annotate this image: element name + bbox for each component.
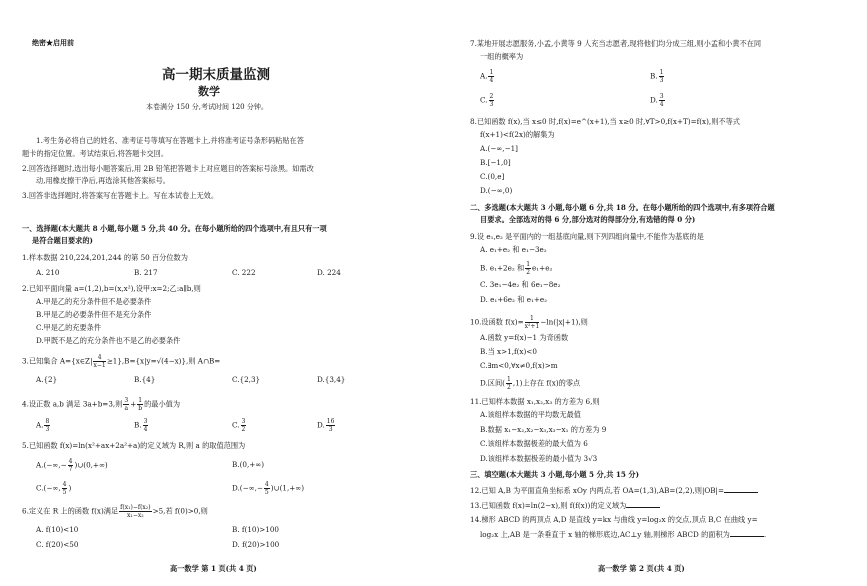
question-text: . [763,530,767,539]
fraction [241,418,247,433]
question-text: + [130,399,137,409]
denominator: 3 [45,426,50,433]
exam-subject: 数学 [198,85,220,98]
option-b: B.[−1,0] [480,158,511,167]
question-text: 10.设函数 f(x)= [470,317,524,327]
question-7: 7.某地开展志愿服务,小孟,小黄等 9 人充当志愿者,现将他们均分成三组,则小孟和小黄不在同 [470,39,762,48]
option-text: D.区间( [480,378,505,388]
denominator: 2 [526,269,531,276]
question-9: 9.设 e₁,e₂ 是平面内的一组基底向量,则下列四组向量中,不能作为基底的是 [470,232,704,241]
option-d [317,418,336,433]
option-a: A.(−∞,−1] [480,144,518,153]
instruction-line: 动,用橡皮擦干净后,再选涂其他答案标号。 [36,176,170,185]
numerator: 8 [45,418,50,425]
option-letter: B. [650,71,658,81]
option-text: ) [68,483,72,493]
denominator: b [138,405,143,412]
option-text: B. e₁+2e₂ 和 [480,263,525,273]
fraction [489,93,495,108]
option-a: A.该组样本数据的平均数无最值 [480,410,581,419]
question-text: ≥1},B={x|y=√(4−x)},则 A∩B= [106,356,221,366]
section-1-heading: 一、选择题(本大题共 8 小题,每小题 5 分,共 40 分。在每小题所给的四个选项中,有且只有一项 [22,224,327,233]
option-b: B.(0,+∞) [232,460,265,469]
answer-blank [626,500,660,508]
fraction [119,504,151,519]
denominator: 7 [68,466,73,473]
numerator: 4 [264,481,269,488]
option-a: A.函数 y=f(x)−1 为奇函数 [480,333,569,342]
exam-note: 本卷满分 150 分,考试时间 120 分钟。 [146,103,268,111]
question-1: 1.样本数据 210,224,201,244 的第 50 百分位数为 [22,253,188,262]
question-text: 12.已知 A,B 为平面直角坐标系 xOy 内两点,若 OA=(1,3),AB=(2,2),则|OB|= [470,486,725,495]
instruction-line: 2.回答选择题时,选出每小题答案后,用 2B 铅笔把答题卡上对应题目的答案标号涂黑。如需改 [22,164,314,173]
option-b: B.{4} [134,375,156,384]
option-c: C.该组样本数据极差的最大值为 6 [480,439,588,448]
option-d [480,376,580,391]
option-d: D.(−∞,0) [480,186,513,195]
option-b: B. f(10)>100 [232,525,280,534]
fraction [659,69,665,84]
option-d: D. e₁+6e₂ 和 e₁+e₂ [480,295,547,304]
option-b [480,261,552,276]
option-text: C.(−∞, [36,483,61,493]
numerator: 1 [138,397,143,404]
question-text: 4.设正数 a,b 满足 3a+b=3,则 [22,399,123,409]
question-3: 3.已知集合 A={x∈Z| $\frac{4}{x-1}$ ≥1},B={x|y=√(4−x)},则 A∩B= [22,354,221,369]
answer-blank [724,485,758,493]
option-d: D. f(20)>100 [232,540,280,549]
question-text: 13.已知函数 f(x)=ln(2−x),则 f(f(x))的定义域为 [470,501,627,510]
option-text: ,1)上存在 f(x)的零点 [512,378,581,388]
numerator: 3 [241,418,246,425]
denominator: 3 [328,426,333,433]
denominator: 5 [264,489,269,496]
option-a: A. 210 [36,268,60,277]
fraction [143,418,149,433]
option-d [232,481,304,496]
option-text: D.(−∞,− [232,483,263,493]
option-c: C.(0,e] [480,172,505,181]
numerator: f(x₁)−f(x₂) [120,504,151,511]
option-text: )∪(0,+∞) [74,460,108,470]
question-text: −ln(|x|+1),则 [540,317,588,327]
option-a: A.{2} [36,375,58,384]
numerator: 3 [124,397,129,404]
question-10 [470,315,588,330]
option-text: )∪(1,+∞) [270,483,305,493]
question-13 [470,500,660,510]
denominator: x−1 [93,362,106,369]
option-a: A.甲是乙的充分条件但不是必要条件 [36,297,152,306]
question-8: f(x+1)<f(2x)的解集为 [480,130,555,139]
question-text: 6.定义在 R 上的函数 f(x)满足 [22,506,119,516]
option-letter: D. [650,95,658,105]
section-2-heading: 二、多选题(本大题共 3 小题,每小题 6 分,共 18 分。在每小题所给的四个选项中,有多项符合题 [470,203,775,212]
denominator: x²+1 [524,323,540,330]
section-2-heading: 目要求。全部选对的得 6 分,部分选对的得部分分,有选错的得 0 分) [480,215,696,224]
question-6 [22,504,208,519]
question-4 [22,397,180,412]
confidential-mark: 绝密★启用前 [32,38,74,47]
fraction [525,261,531,276]
option-a [36,418,51,433]
option-c: C.{2,3} [232,375,261,384]
option-c: C. 3e₁−4e₂ 和 6e₁−8e₂ [480,280,561,289]
option-b [650,69,665,84]
option-b: B.当 x>1,f(x)<0 [480,347,537,356]
option-letter: B. [134,420,142,430]
instruction-line: 题卡的指定位置。考试结束后,将答题卡交回。 [22,149,169,158]
option-a: A. f(10)<10 [36,525,79,534]
page-footer: 高一数学 第 1 页(共 4 页) [170,564,257,573]
numerator: 4 [62,481,67,488]
fraction [506,376,512,391]
denominator: 4 [659,101,664,108]
question-14 [480,529,766,539]
question-14: 14.梯形 ABCD 的两顶点 A,D 是直线 y=kx 与曲线 y=log₂x 的交点,顶点 B,C 在曲线 y= [470,515,758,524]
option-c: C. 222 [232,268,256,277]
numerator: 4 [68,458,73,465]
option-letter: C. [480,95,488,105]
option-b [134,418,149,433]
numerator: 1 [659,69,664,76]
option-c [480,93,495,108]
fraction [264,481,270,496]
instruction-line: 1.考生务必将自己的姓名、准考证号等填写在答题卡上,并将准考证号条形码粘贴在答 [36,136,304,145]
numerator: 1 [506,376,511,383]
option-b: B. 217 [134,268,158,277]
denominator: 2 [506,384,511,391]
denominator: 3 [659,77,664,84]
option-d: D.甲既不是乙的充分条件也不是乙的必要条件 [36,336,181,345]
option-c: C. f(20)<50 [36,540,79,549]
option-c [36,481,71,496]
question-text: x∈Z [75,356,91,366]
fraction [68,458,74,473]
option-b: B.数据 x₁−x₂,x₂−x₃,x₃−x₁ 的方差为 9 [480,425,607,434]
section-3-heading: 三、填空题(本大题共 3 小题,每小题 5 分,共 15 分) [470,470,640,479]
option-a: A. e₁+e₂ 和 e₁−3e₂ [480,245,547,254]
instruction-line: 3.回答非选择题时,将答案写在答题卡上。写在本试卷上无效。 [22,191,219,200]
denominator: 2 [241,426,246,433]
question-text: 的最小值为 [144,399,181,409]
denominator: 4 [143,426,148,433]
denominator: x₁−x₂ [127,512,144,519]
option-text: e₁+e₂ [532,263,553,273]
denominator: 3 [489,101,494,108]
question-2: 2.已知平面向量 a=(1,2),b=(x,x²),设甲:x=2;乙:a∥b,则 [22,284,201,293]
option-d: D.该组样本数据极差的最小值为 3√3 [480,454,598,463]
option-letter: A. [36,420,44,430]
option-c: C.∃m<0,∀x≠0,f(x)>m [480,361,558,370]
exam-title: 高一期末质量监测 [162,67,270,83]
question-11: 11.已知样本数据 x₁,x₂,x₃ 的方差为 6,则 [470,397,600,406]
question-8: 8.已知函数 f(x),当 x≤0 时,f(x)=e^(x+1),当 x≥0 时,∀T>0,f(x+T)=f(x),则不等式 [470,117,740,126]
option-c: C.甲是乙的充要条件 [36,323,102,332]
option-d: D.{3,4} [317,375,346,384]
option-letter: C. [232,420,240,430]
section-1-heading: 是符合题目要求的) [32,236,93,245]
option-c [232,418,247,433]
denominator: 4 [489,77,494,84]
numerator: 16 [326,418,335,425]
option-letter: A. [480,71,488,81]
option-a [36,458,108,473]
page-footer: 高一数学 第 2 页(共 4 页) [598,564,685,573]
numerator: 3 [659,93,664,100]
fraction [93,354,105,369]
fraction [123,397,129,412]
numerator: 3 [143,418,148,425]
option-b: B.甲是乙的必要条件但不是充分条件 [36,310,152,319]
fraction [44,418,50,433]
question-5: 5.已知函数 f(x)=ln(x²+ax+2a²+a)的定义域为 R,则 a 的取值范围为 [22,441,246,450]
numerator: 1 [489,69,494,76]
question-7: 一组的概率为 [480,52,524,61]
denominator: 5 [62,489,67,496]
option-d: D. 224 [317,268,341,277]
fraction [326,418,336,433]
fraction [525,315,540,330]
fraction [137,397,143,412]
question-text: log₂x 上,AB 是一条垂直于 x 轴的梯形底边,AC⊥y 轴,则梯形 ABCD 的面积为 [480,530,730,539]
option-a [480,69,495,84]
option-letter: D. [317,420,325,430]
numerator: 1 [525,315,540,323]
option-text: A.(−∞,− [36,460,67,470]
numerator: 4 [93,354,105,362]
question-text: >5,若 f(0)>0,则 [152,506,208,516]
numerator: 2 [489,93,494,100]
answer-blank [730,529,767,539]
question-text: 3.已知集合 A= [22,356,72,366]
option-d [650,93,666,108]
fraction [488,69,494,84]
fraction [659,93,665,108]
question-12 [470,485,758,495]
fraction [62,481,68,496]
numerator: 1 [526,261,531,268]
denominator: a [124,405,129,412]
